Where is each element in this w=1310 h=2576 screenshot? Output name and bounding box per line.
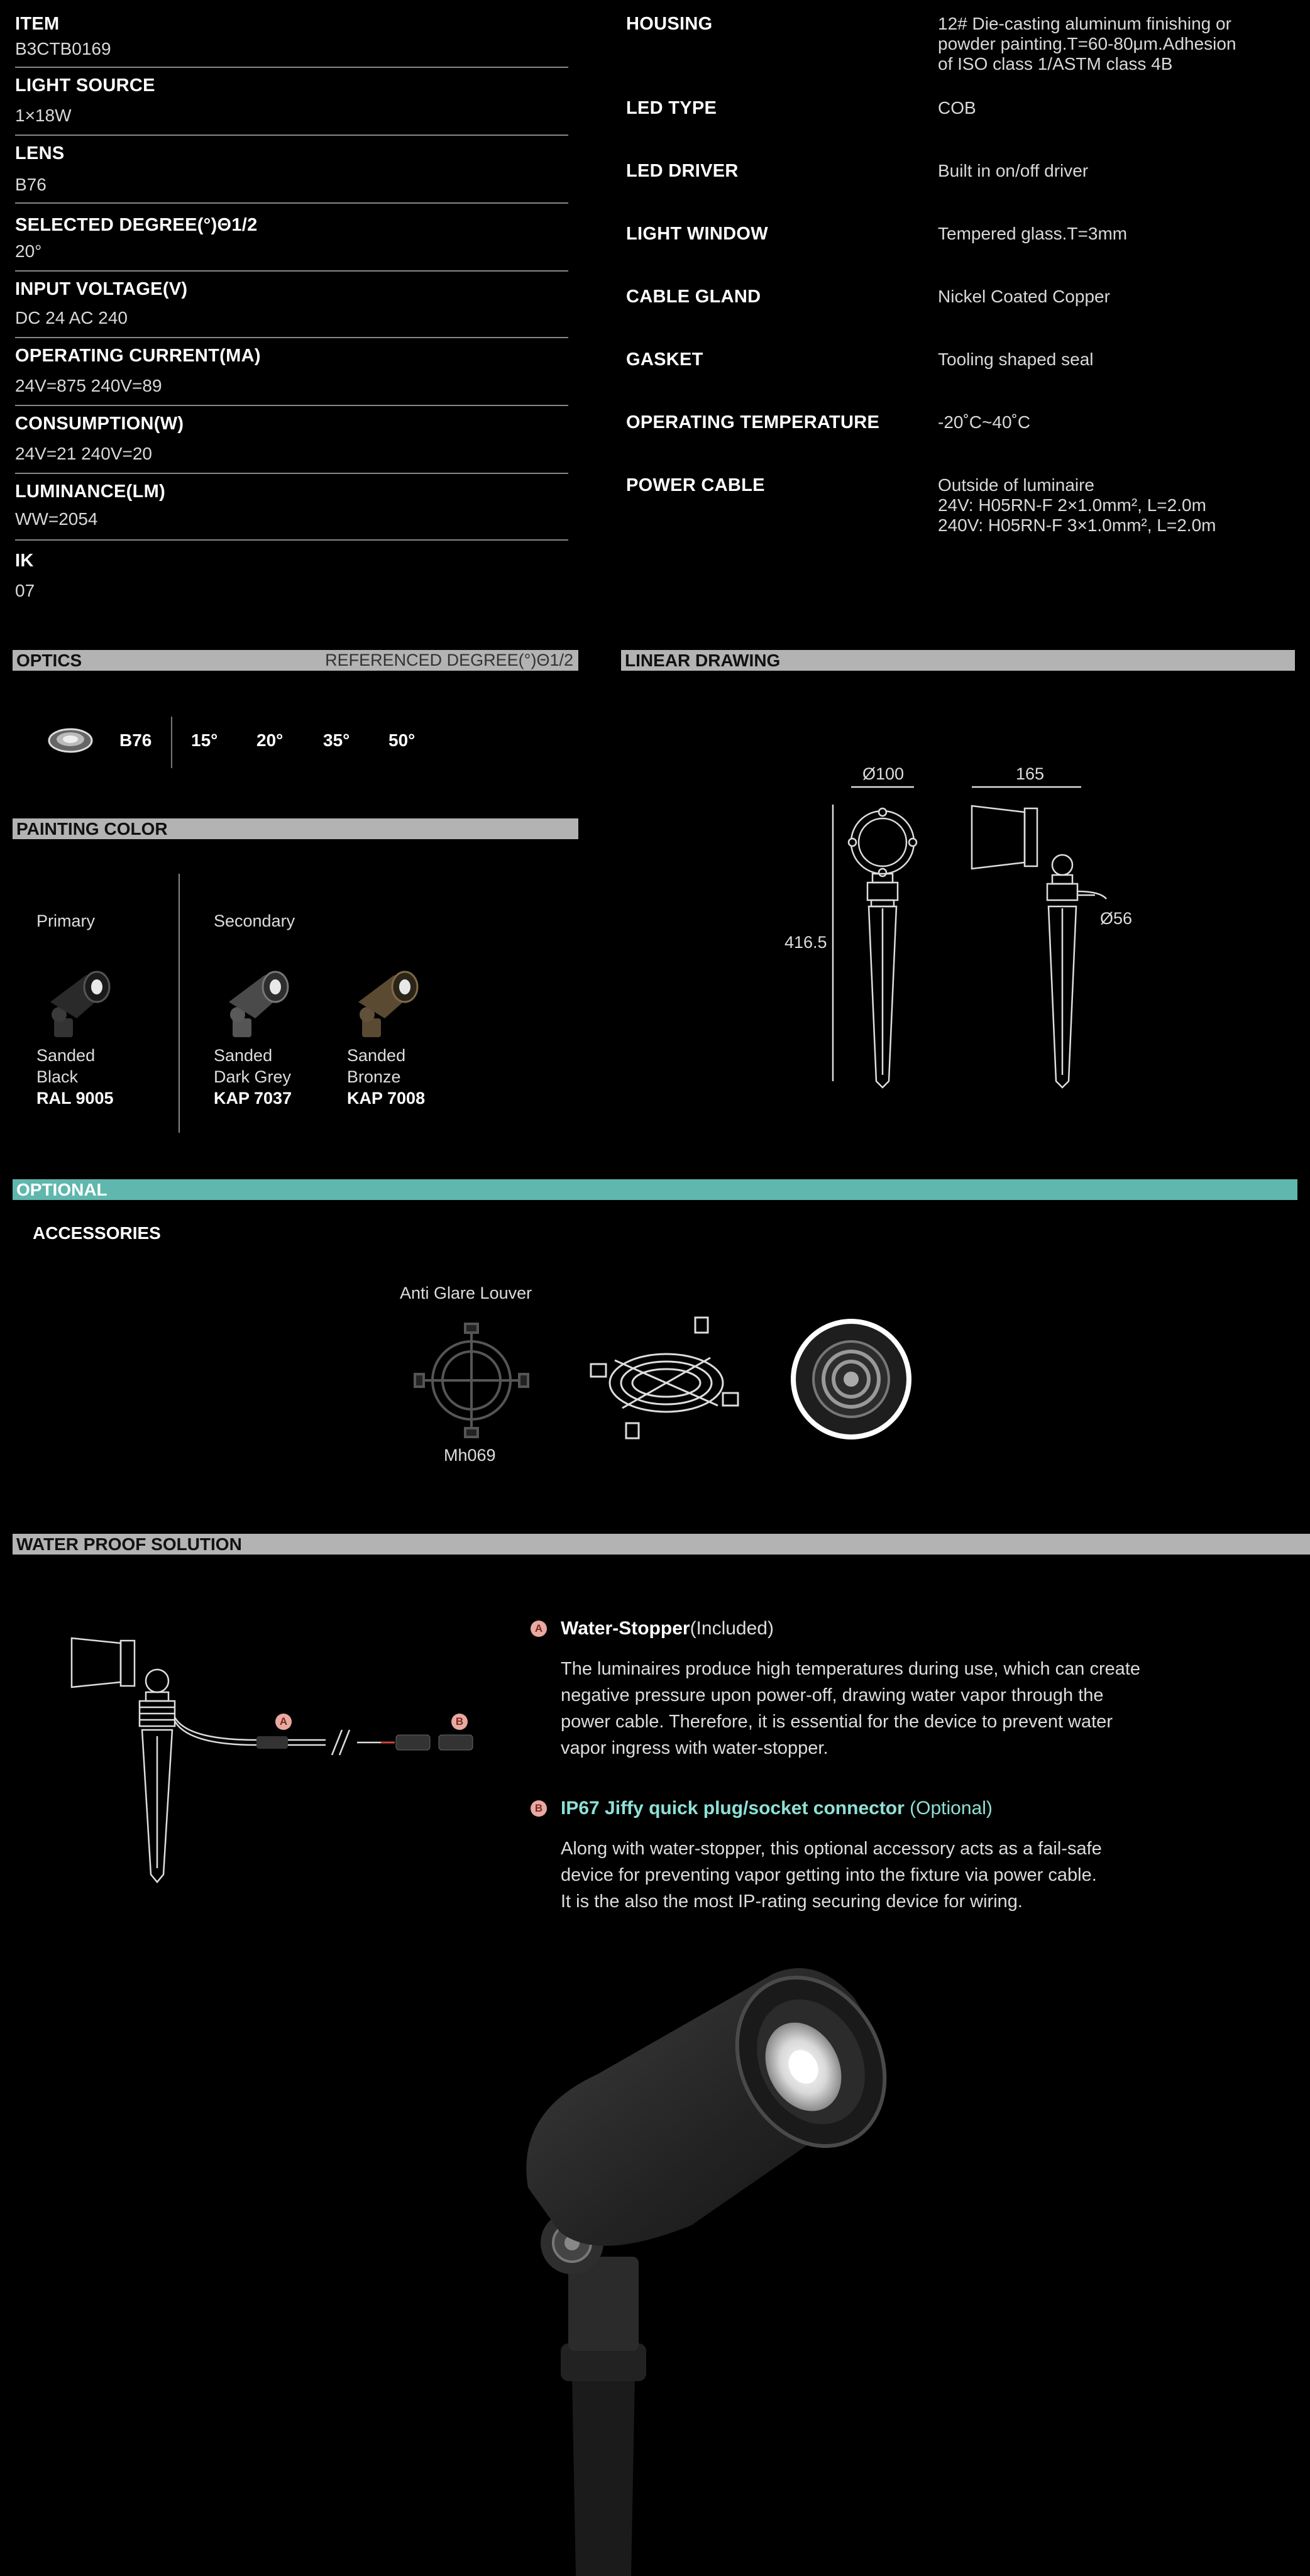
spec-label-operating-temperature: OPERATING TEMPERATURE xyxy=(626,412,880,432)
spec-value-luminance: WW=2054 xyxy=(15,509,98,529)
color-name: Black xyxy=(36,1067,79,1086)
text-line: 240V: H05RN-F 3×1.0mm², L=2.0m xyxy=(938,515,1216,535)
optics-lens-name: B76 xyxy=(119,730,152,750)
spec-value-lens: B76 xyxy=(15,175,47,194)
divider xyxy=(15,135,568,136)
dim-cable-label: Ø56 xyxy=(1100,909,1133,928)
spec-label-led-type: LED TYPE xyxy=(626,98,717,118)
connector-suffix: (Optional) xyxy=(910,1798,993,1819)
waterproof-header xyxy=(13,1534,1310,1555)
painting-title: PAINTING COLOR xyxy=(16,819,168,839)
louver-front-image xyxy=(409,1318,534,1443)
waterproof-title: WATER PROOF SOLUTION xyxy=(16,1534,242,1554)
spec-value-led-type: COB xyxy=(938,98,976,118)
text-line: Outside of luminaire xyxy=(938,475,1095,495)
spec-label-luminance: LUMINANCE(LM) xyxy=(15,482,166,502)
water-stopper-heading xyxy=(561,1618,774,1639)
color-name: Sanded xyxy=(36,1046,96,1065)
water-stopper-description xyxy=(561,1656,1140,1761)
optics-degree: 50° xyxy=(388,730,416,750)
spec-value-ik: 07 xyxy=(15,581,35,600)
linear-drawing-title: LINEAR DRAWING xyxy=(625,651,781,670)
divider xyxy=(15,473,568,474)
linear-drawing-header xyxy=(621,650,1295,671)
spec-value-selected-degree: 20° xyxy=(15,241,42,261)
spec-value-light-source: 1×18W xyxy=(15,106,72,125)
text-line: negative pressure upon power-off, drawing water vapor through the xyxy=(561,1685,1104,1705)
spec-label-cable-gland: CABLE GLAND xyxy=(626,287,761,307)
secondary-label: Secondary xyxy=(214,911,295,930)
color-swatch-bronze xyxy=(347,1045,425,1109)
badge-a: A xyxy=(531,1621,547,1637)
text-line: device for preventing vapor getting into the fixture via power cable. xyxy=(561,1865,1097,1885)
fixture-black-thumbnail xyxy=(41,964,117,1040)
divider xyxy=(15,202,568,204)
spec-value-cable-gland: Nickel Coated Copper xyxy=(938,287,1110,306)
color-code: RAL 9005 xyxy=(36,1089,114,1108)
optics-degree: 20° xyxy=(256,730,283,750)
spec-label-gasket: GASKET xyxy=(626,350,703,370)
connector-heading xyxy=(561,1798,993,1819)
divider xyxy=(171,717,172,768)
accessory-name: Anti Glare Louver xyxy=(400,1284,532,1302)
spec-value-item: B3CTB0169 xyxy=(15,39,111,58)
optional-title: OPTIONAL xyxy=(16,1180,107,1199)
spec-label-selected-degree: SELECTED DEGREE(°)Θ1/2 xyxy=(15,215,258,235)
color-code: KAP 7008 xyxy=(347,1089,426,1108)
primary-label: Primary xyxy=(36,911,95,930)
text-line: The luminaires produce high temperatures during use, which can create xyxy=(561,1659,1141,1679)
color-code: KAP 7037 xyxy=(214,1089,292,1108)
spec-label-light-window: LIGHT WINDOW xyxy=(626,224,768,244)
badge-b: B xyxy=(451,1714,468,1730)
spec-label-led-driver: LED DRIVER xyxy=(626,161,739,181)
divider xyxy=(15,270,568,272)
spec-label-light-source: LIGHT SOURCE xyxy=(15,75,155,96)
text-line: vapor ingress with water-stopper. xyxy=(561,1738,828,1758)
spec-label-item: ITEM xyxy=(15,14,60,34)
color-swatch-dark-grey xyxy=(214,1045,292,1109)
divider xyxy=(15,405,568,406)
divider xyxy=(15,337,568,338)
text-line: powder painting.T=60-80μm.Adhesion xyxy=(938,34,1236,53)
spec-value-consumption: 24V=21 240V=20 xyxy=(15,444,152,463)
dim-width-label: 165 xyxy=(1016,764,1045,783)
lens-icon xyxy=(48,727,93,754)
water-stopper-title: Water-Stopper xyxy=(561,1618,690,1639)
divider xyxy=(179,874,180,1133)
spec-value-operating-current: 24V=875 240V=89 xyxy=(15,376,162,395)
divider xyxy=(15,67,568,68)
spec-label-power-cable: POWER CABLE xyxy=(626,475,765,495)
accessory-code: Mh069 xyxy=(444,1446,496,1465)
optics-title: OPTICS xyxy=(16,651,82,670)
text-line: 24V: H05RN-F 2×1.0mm², L=2.0m xyxy=(938,495,1206,515)
color-swatch-black xyxy=(36,1045,114,1109)
divider xyxy=(15,539,568,541)
louver-perspective-image xyxy=(585,1314,748,1446)
spec-label-operating-current: OPERATING CURRENT(MA) xyxy=(15,346,261,366)
spec-value-light-window: Tempered glass.T=3mm xyxy=(938,224,1128,243)
spec-label-lens: LENS xyxy=(15,143,65,163)
text-line: 12# Die-casting aluminum finishing or xyxy=(938,14,1231,33)
text-line: Along with water-stopper, this optional accessory acts as a fail-safe xyxy=(561,1839,1102,1859)
text-line: of ISO class 1/ASTM class 4B xyxy=(938,54,1173,74)
spec-label-housing: HOUSING xyxy=(626,14,713,34)
badge-a: A xyxy=(275,1714,292,1730)
spec-value-input-voltage: DC 24 AC 240 xyxy=(15,308,128,328)
optics-header xyxy=(13,650,578,671)
badge-b: B xyxy=(531,1800,547,1817)
fixture-dark-grey-thumbnail xyxy=(220,964,295,1040)
color-name: Sanded xyxy=(214,1046,273,1065)
fixture-bronze-thumbnail xyxy=(350,964,425,1040)
dim-height-label: 416.5 xyxy=(784,933,827,952)
color-name: Dark Grey xyxy=(214,1067,292,1086)
product-hero-image xyxy=(503,1961,905,2576)
spec-value-operating-temperature: -20˚C~40˚C xyxy=(938,412,1031,432)
connector-title: IP67 Jiffy quick plug/socket connector xyxy=(561,1798,905,1819)
text-line: It is the also the most IP-rating securing device for wiring. xyxy=(561,1891,1023,1912)
waterproof-diagram xyxy=(68,1629,520,1887)
spec-value-gasket: Tooling shaped seal xyxy=(938,350,1094,369)
color-name: Bronze xyxy=(347,1067,401,1086)
color-name: Sanded xyxy=(347,1046,406,1065)
spec-value-led-driver: Built in on/off driver xyxy=(938,161,1089,180)
louver-installed-image xyxy=(788,1316,914,1442)
linear-drawing xyxy=(823,779,1175,1087)
accessories-title: ACCESSORIES xyxy=(33,1223,161,1243)
water-stopper-suffix: (Included) xyxy=(690,1618,774,1639)
optics-degree: 35° xyxy=(323,730,350,750)
optics-degree: 15° xyxy=(191,730,218,750)
text-line: power cable. Therefore, it is essential for the device to prevent water xyxy=(561,1712,1113,1732)
dim-diameter-label: Ø100 xyxy=(862,764,905,783)
spec-label-input-voltage: INPUT VOLTAGE(V) xyxy=(15,279,188,299)
spec-value-power-cable xyxy=(938,475,1216,536)
spec-value-housing xyxy=(938,14,1236,74)
spec-label-ik: IK xyxy=(15,551,34,571)
connector-description xyxy=(561,1836,1102,1915)
optional-header xyxy=(13,1179,1297,1200)
spec-label-consumption: CONSUMPTION(W) xyxy=(15,414,184,434)
optics-subtitle: REFERENCED DEGREE(°)Θ1/2 xyxy=(325,651,573,669)
painting-header xyxy=(13,818,578,839)
